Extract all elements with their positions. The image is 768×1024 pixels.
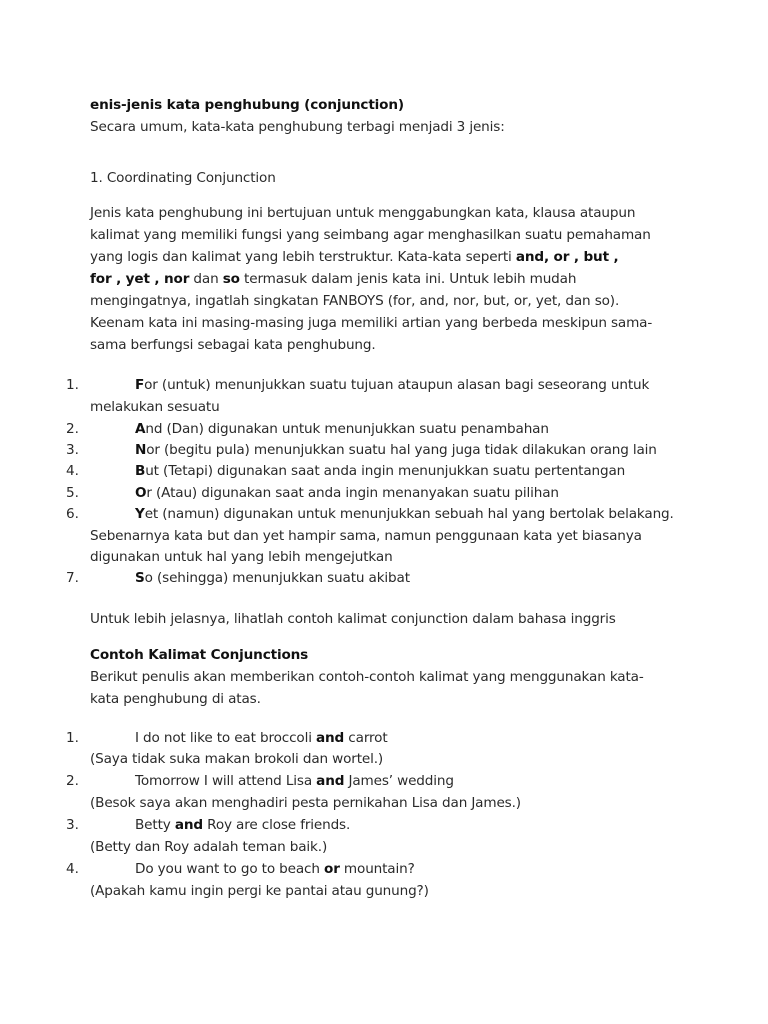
list-item xyxy=(135,439,657,461)
list-item-continuation: melakukan sesuatu xyxy=(90,399,220,415)
list-item-text: ut (Tetapi) digunakan saat anda ingin menunjukkan suatu pertentangan xyxy=(145,463,626,479)
example-text: mountain? xyxy=(339,861,415,877)
paragraph-line: sama berfungsi sebagai kata penghubung. xyxy=(90,337,376,353)
paragraph-line xyxy=(90,246,619,268)
list-item xyxy=(135,503,674,525)
example-keyword: and xyxy=(316,773,345,789)
paragraph-line xyxy=(90,268,576,290)
intro-text: Secara umum, kata-kata penghubung terbagi menjadi 3 jenis: xyxy=(90,119,505,135)
example-keyword: or xyxy=(324,861,340,877)
example-sentence xyxy=(135,770,454,792)
list-number: 2. xyxy=(66,421,79,437)
keyword-bold: so xyxy=(222,271,240,287)
list-number: 6. xyxy=(66,506,79,522)
example-number: 3. xyxy=(66,817,79,833)
list-item xyxy=(135,482,559,504)
example-translation: (Betty dan Roy adalah teman baik.) xyxy=(90,839,328,855)
paragraph-line: Jenis kata penghubung ini bertujuan untuk menggabungkan kata, klausa ataupun xyxy=(90,205,636,221)
example-text: Tomorrow I will attend Lisa xyxy=(135,773,317,789)
list-number: 5. xyxy=(66,485,79,501)
example-number: 4. xyxy=(66,861,79,877)
list-item-text: or (untuk) menunjukkan suatu tujuan ataupun alasan bagi seseorang untuk xyxy=(144,377,650,393)
list-item-text: or (begitu pula) menunjukkan suatu hal yang juga tidak dilakukan orang lain xyxy=(146,442,657,458)
list-item-text: o (sehingga) menunjukkan suatu akibat xyxy=(144,570,410,586)
list-item xyxy=(135,374,649,396)
examples-heading: Contoh Kalimat Conjunctions xyxy=(90,647,309,663)
example-text: Roy are close friends. xyxy=(202,817,351,833)
transition-text: Untuk lebih jelasnya, lihatlah contoh kalimat conjunction dalam bahasa inggris xyxy=(90,611,616,627)
list-number: 1. xyxy=(66,377,79,393)
initial-letter: O xyxy=(135,485,147,501)
paragraph-line: Keenam kata ini masing-masing juga memiliki artian yang berbeda meskipun sama- xyxy=(90,315,653,331)
list-item-text: et (namun) digunakan untuk menunjukkan sebuah hal yang bertolak belakang. xyxy=(144,506,674,522)
paragraph-text: dan xyxy=(189,271,223,287)
example-sentence xyxy=(135,727,388,749)
examples-intro-line: Berikut penulis akan memberikan contoh-contoh kalimat yang menggunakan kata- xyxy=(90,669,644,685)
example-text: James’ wedding xyxy=(344,773,454,789)
initial-letter: Y xyxy=(135,506,145,522)
initial-letter: N xyxy=(135,442,147,458)
initial-letter: A xyxy=(135,421,146,437)
example-translation: (Saya tidak suka makan brokoli dan wortel.) xyxy=(90,751,384,767)
list-item-continuation: Sebenarnya kata but dan yet hampir sama, namun penggunaan kata yet biasanya xyxy=(90,528,642,544)
initial-letter: B xyxy=(135,463,146,479)
example-sentence xyxy=(135,858,415,880)
section-title-coordinating: 1. Coordinating Conjunction xyxy=(90,170,276,186)
example-translation: (Besok saya akan menghadiri pesta pernikahan Lisa dan James.) xyxy=(90,795,521,811)
example-text: I do not like to eat broccoli xyxy=(135,730,316,746)
list-number: 4. xyxy=(66,463,79,479)
example-number: 1. xyxy=(66,730,79,746)
paragraph-text: termasuk dalam jenis kata ini. Untuk lebih mudah xyxy=(239,271,577,287)
example-keyword: and xyxy=(316,730,345,746)
keyword-bold: for , yet , nor xyxy=(90,271,190,287)
list-item-continuation: digunakan untuk hal yang lebih mengejutkan xyxy=(90,549,393,565)
paragraph-text: yang logis dan kalimat yang lebih terstruktur. Kata-kata seperti xyxy=(90,249,516,265)
page-heading: enis-jenis kata penghubung (conjunction) xyxy=(90,97,404,113)
list-item-text: nd (Dan) digunakan untuk menunjukkan suatu penambahan xyxy=(145,421,549,437)
list-item xyxy=(135,460,625,482)
example-text: Do you want to go to beach xyxy=(135,861,325,877)
example-keyword: and xyxy=(174,817,203,833)
list-number: 7. xyxy=(66,570,79,586)
example-text: Betty xyxy=(135,817,175,833)
example-text: carrot xyxy=(344,730,388,746)
list-item xyxy=(135,567,410,589)
example-sentence xyxy=(135,814,350,836)
list-item-text: r (Atau) digunakan saat anda ingin menanyakan suatu pilihan xyxy=(146,485,559,501)
initial-letter: S xyxy=(135,570,145,586)
list-number: 3. xyxy=(66,442,79,458)
paragraph-line: kalimat yang memiliki fungsi yang seimbang agar menghasilkan suatu pemahaman xyxy=(90,227,651,243)
examples-intro-line: kata penghubung di atas. xyxy=(90,691,261,707)
list-item xyxy=(135,418,549,440)
example-translation: (Apakah kamu ingin pergi ke pantai atau gunung?) xyxy=(90,883,429,899)
initial-letter: F xyxy=(135,377,145,393)
keyword-bold: and, or , but , xyxy=(515,249,619,265)
example-number: 2. xyxy=(66,773,79,789)
paragraph-line: mengingatnya, ingatlah singkatan FANBOYS (for, and, nor, but, or, yet, dan so). xyxy=(90,293,620,309)
